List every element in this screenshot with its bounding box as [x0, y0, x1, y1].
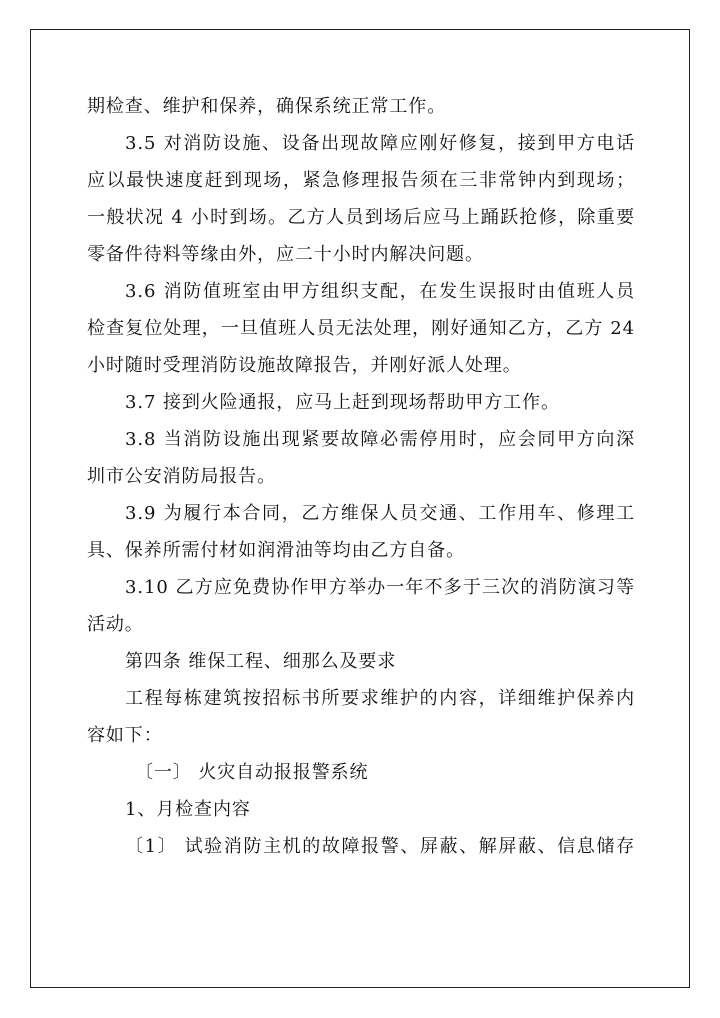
text-line-14: 3.10 乙方应免费协作甲方举办一年不多于三次的消防演习等 — [125, 577, 635, 598]
text-line-13: 具、保养所需付材如润滑油等均由乙方自备。 — [87, 540, 465, 561]
text-line-9: 3.7 接到火险通报，应马上赶到现场帮助甲方工作。 — [125, 392, 560, 413]
text-line-3: 应以最快速度赶到现场，紧急修理报告须在三非常钟内到现场； — [87, 170, 635, 191]
text-line-8: 小时随时受理消防设施故障报告，并刚好派人处理。 — [87, 355, 522, 376]
subsection-heading: 〔一〕 火灾自动报报警系统 — [135, 762, 369, 783]
list-item: 〔1〕 试验消防主机的故障报警、屏蔽、解屏蔽、信息储存 — [125, 836, 635, 857]
text-line-7: 检查复位处理，一旦值班人员无法处理，刚好通知乙方，乙方 24 — [87, 318, 635, 339]
text-line-17: 工程每栋建筑按招标书所要求维护的内容，详细维护保养内 — [125, 688, 635, 709]
document-body — [87, 88, 635, 865]
text-line-10: 3.8 当消防设施出现紧要故障必需停用时，应会同甲方向深 — [125, 429, 635, 450]
text-line-2: 3.5 对消防设施、设备出现故障应刚好修复，接到甲方电话 — [125, 133, 635, 154]
text-line-15: 活动。 — [87, 614, 144, 635]
text-line-5: 零备件待料等缘由外，应二十小时内解决问题。 — [87, 244, 484, 265]
text-line-11: 圳市公安消防局报告。 — [87, 466, 276, 487]
text-line-18: 容如下： — [87, 725, 163, 746]
text-line-4: 一般状况 4 小时到场。乙方人员到场后应马上踊跃抢修，除重要 — [87, 207, 635, 228]
text-line-1: 期检查、维护和保养，确保系统正常工作。 — [87, 96, 447, 117]
text-line-6: 3.6 消防值班室由甲方组织支配，在发生误报时由值班人员 — [125, 281, 635, 302]
text-line-12: 3.9 为履行本合同，乙方维保人员交通、工作用车、修理工 — [125, 503, 635, 524]
list-heading: 1、月检查内容 — [125, 799, 251, 820]
section-heading: 第四条 维保工程、细那么及要求 — [125, 651, 397, 672]
